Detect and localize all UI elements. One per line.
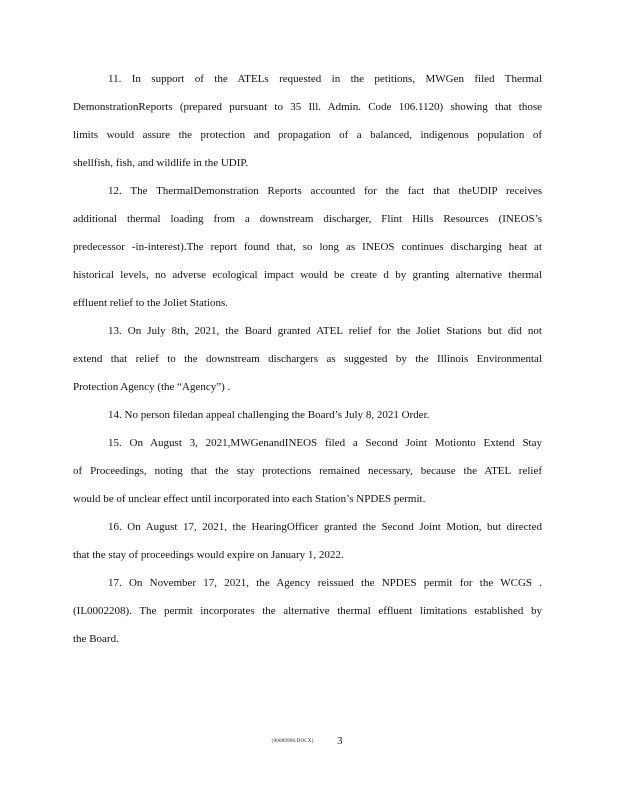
footer-document-code: {00089996.DOCX} xyxy=(271,739,315,744)
paragraph-12-line-3: predecessor -in-interest).The report found that, so long as INEOS continues discharging heat at xyxy=(73,241,542,253)
paragraph-13-line-3: Protection Agency (the “Agency”) . xyxy=(73,381,231,393)
paragraph-12-line-1: 12. The ThermalDemonstration Reports accounted for the fact that theUDIP receives xyxy=(108,185,542,197)
paragraph-12-line-2: additional thermal loading from a downstream discharger, Flint Hills Resources (INEOS’s xyxy=(73,213,542,225)
paragraph-15-line-3: would be of unclear effect until incorporated into each Station’s NPDES permit. xyxy=(73,493,426,505)
paragraph-11-line-1: 11. In support of the ATELs requested in the petitions, MWGen filed Thermal xyxy=(108,73,542,85)
paragraph-12-line-4: historical levels, no adverse ecological impact would be create d by granting alternative thermal xyxy=(73,269,542,281)
paragraph-13-line-1: 13. On July 8th, 2021, the Board granted ATEL relief for the Joliet Stations but did not xyxy=(108,325,542,337)
paragraph-17-line-2: (IL0002208). The permit incorporates the alternative thermal effluent limitations established by xyxy=(73,605,542,617)
page-number: 3 xyxy=(337,735,343,747)
paragraph-14-line-1: 14. No person filedan appeal challenging the Board’s July 8, 2021 Order. xyxy=(108,409,430,421)
paragraph-16-line-2: that the stay of proceedings would expire on January 1, 2022. xyxy=(73,549,344,561)
paragraph-11-line-4: shellfish, fish, and wildlife in the UDIP. xyxy=(73,157,249,169)
paragraph-13-line-2: extend that relief to the downstream dischargers as suggested by the Illinois Environmental xyxy=(73,353,542,365)
paragraph-17-line-3: the Board. xyxy=(73,633,119,645)
paragraph-16-line-1: 16. On August 17, 2021, the HearingOfficer granted the Second Joint Motion, but directed xyxy=(108,521,542,533)
paragraph-11-line-2: DemonstrationReports (prepared pursuant to 35 Ill. Admin. Code 106.1120) showing that those xyxy=(73,101,542,113)
paragraph-11-line-3: limits would assure the protection and propagation of a balanced, indigenous population of xyxy=(73,129,542,141)
paragraph-15-line-1: 15. On August 3, 2021,MWGenandINEOS filed a Second Joint Motionto Extend Stay xyxy=(108,437,542,449)
paragraph-15-line-2: of Proceedings, noting that the stay protections remained necessary, because the ATEL relief xyxy=(73,465,542,477)
paragraph-17-line-1: 17. On November 17, 2021, the Agency reissued the NPDES permit for the WCGS . xyxy=(108,577,542,589)
paragraph-12-line-5: effluent relief to the Joliet Stations. xyxy=(73,297,228,309)
